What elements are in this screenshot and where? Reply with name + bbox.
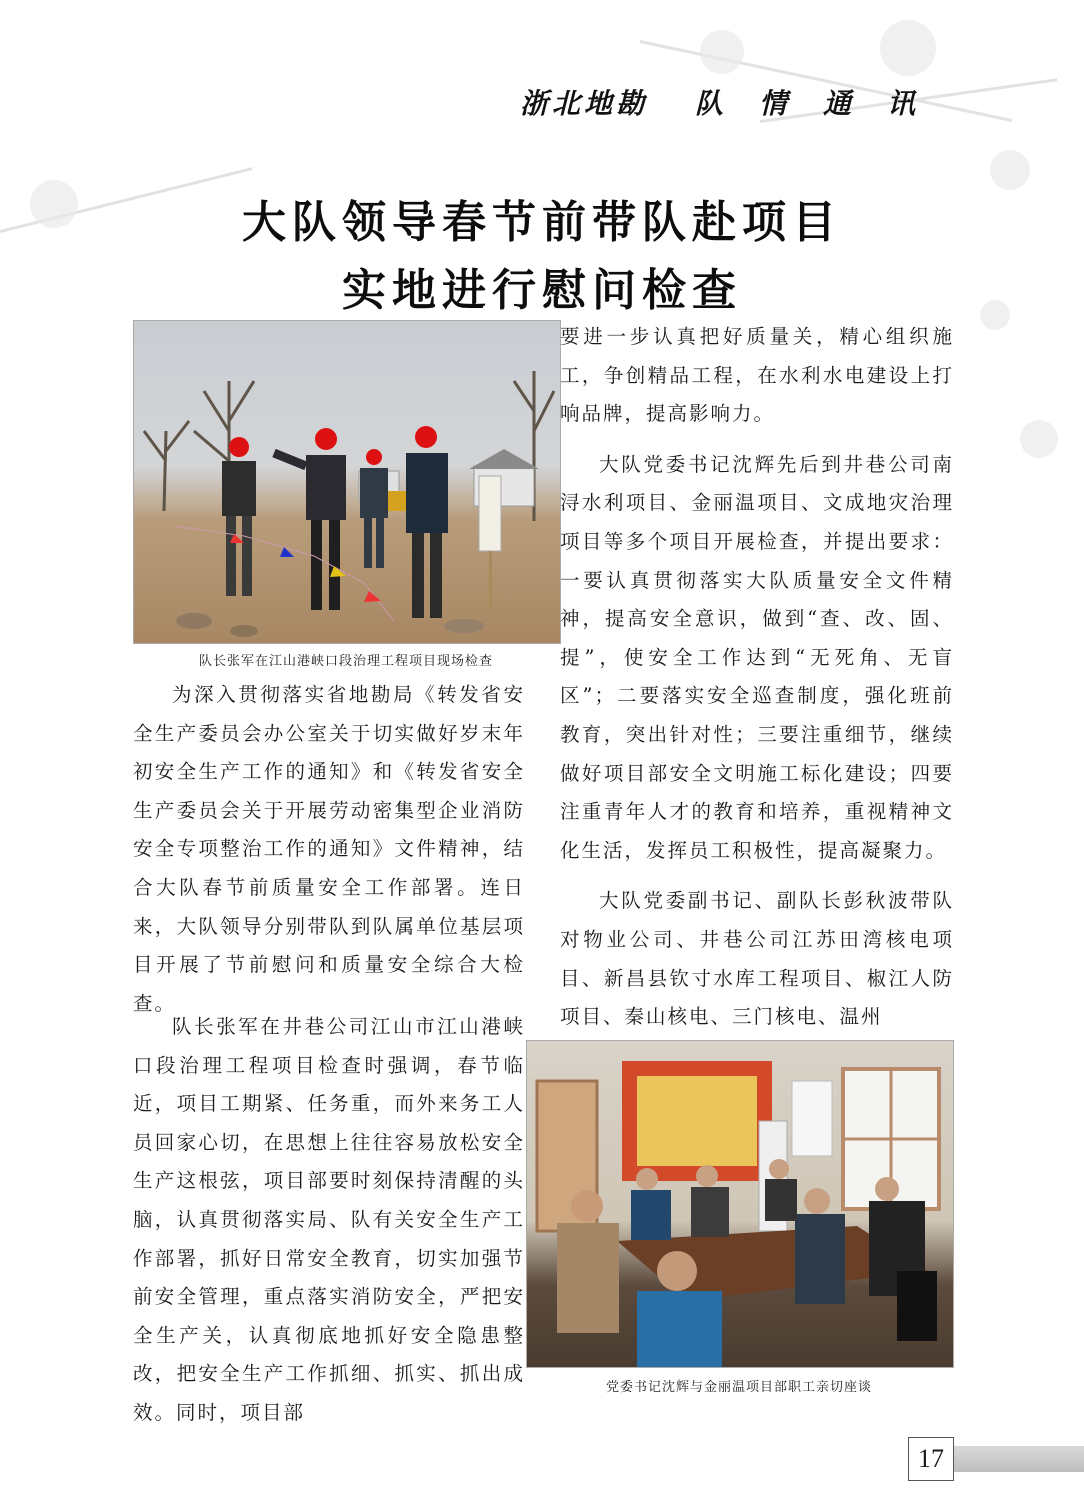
- journal-header: [520, 82, 960, 122]
- paragraph: 要进一步认真把好质量关，精心组织施工，争创精品工程，在水利水电建设上打响品牌，提高影响力。: [560, 325, 954, 426]
- photo-caption-1: 队长张军在江山港峡口段治理工程项目现场检查: [198, 654, 493, 669]
- page-number: 17: [908, 1437, 954, 1481]
- right-column: [560, 318, 954, 1037]
- photo-caption-2: 党委书记沈辉与金丽温项目部职工亲切座谈: [605, 1380, 872, 1395]
- left-column-paragraph-2: [133, 1008, 525, 1433]
- header-column-name: 队情通讯: [695, 87, 952, 120]
- meeting-photo: [526, 1040, 954, 1368]
- paragraph: 为深入贯彻落实省地勘局《转发省安全生产委员会办公室关于切实做好岁末年初安全生产工作的通知》和《转发省安全生产委员会关于开展劳动密集型企业消防安全专项整治工作的通知》文件精神，结合大队春节前质量安全工作部署。连日来，大队领导分别带队到队属单位基层项目开展了节前慰问和质量安全综合大检查。: [133, 683, 525, 1015]
- article-title-line1: 大队领导春节前带队赴项目: [242, 197, 842, 248]
- page-number-bar: [952, 1446, 1084, 1472]
- header-brand: 浙北地勘: [520, 87, 649, 120]
- left-column-paragraph-1: [133, 676, 525, 1023]
- paragraph: 大队党委副书记、副队长彭秋波带队对物业公司、井巷公司江苏田湾核电项目、新昌县钦寸水库工程项目、椒江人防项目、秦山核电、三门核电、温州: [560, 889, 954, 1029]
- site-inspection-photo: [133, 320, 561, 644]
- article-title-line2: 实地进行慰问检查: [342, 265, 742, 316]
- paragraph: 大队党委书记沈辉先后到井巷公司南浔水利项目、金丽温项目、文成地灾治理项目等多个项目开展检查，并提出要求：一要认真贯彻落实大队质量安全文件精神，提高安全意识，做到“查、改、固、提”，使安全工作达到“无死角、无盲区”；二要落实安全巡查制度，强化班前教育，突出针对性；三要注重细节，继续做好项目部安全文明施工标化建设；四要注重青年人才的教育和培养，重视精神文化生活，发挥员工积极性，提高凝聚力。: [560, 452, 954, 862]
- paragraph: 队长张军在井巷公司江山市江山港峡口段治理工程项目检查时强调，春节临近，项目工期紧、任务重，而外来务工人员回家心切，在思想上往往容易放松安全生产这根弦，项目部要时刻保持清醒的头脑，认真贯彻落实局、队有关安全生产工作部署，抓好日常安全教育，切实加强节前安全管理，重点落实消防安全，严把安全生产关，认真彻底地抓好安全隐患整改，把安全生产工作抓细、抓实、抓出成效。同时，项目部: [133, 1015, 525, 1424]
